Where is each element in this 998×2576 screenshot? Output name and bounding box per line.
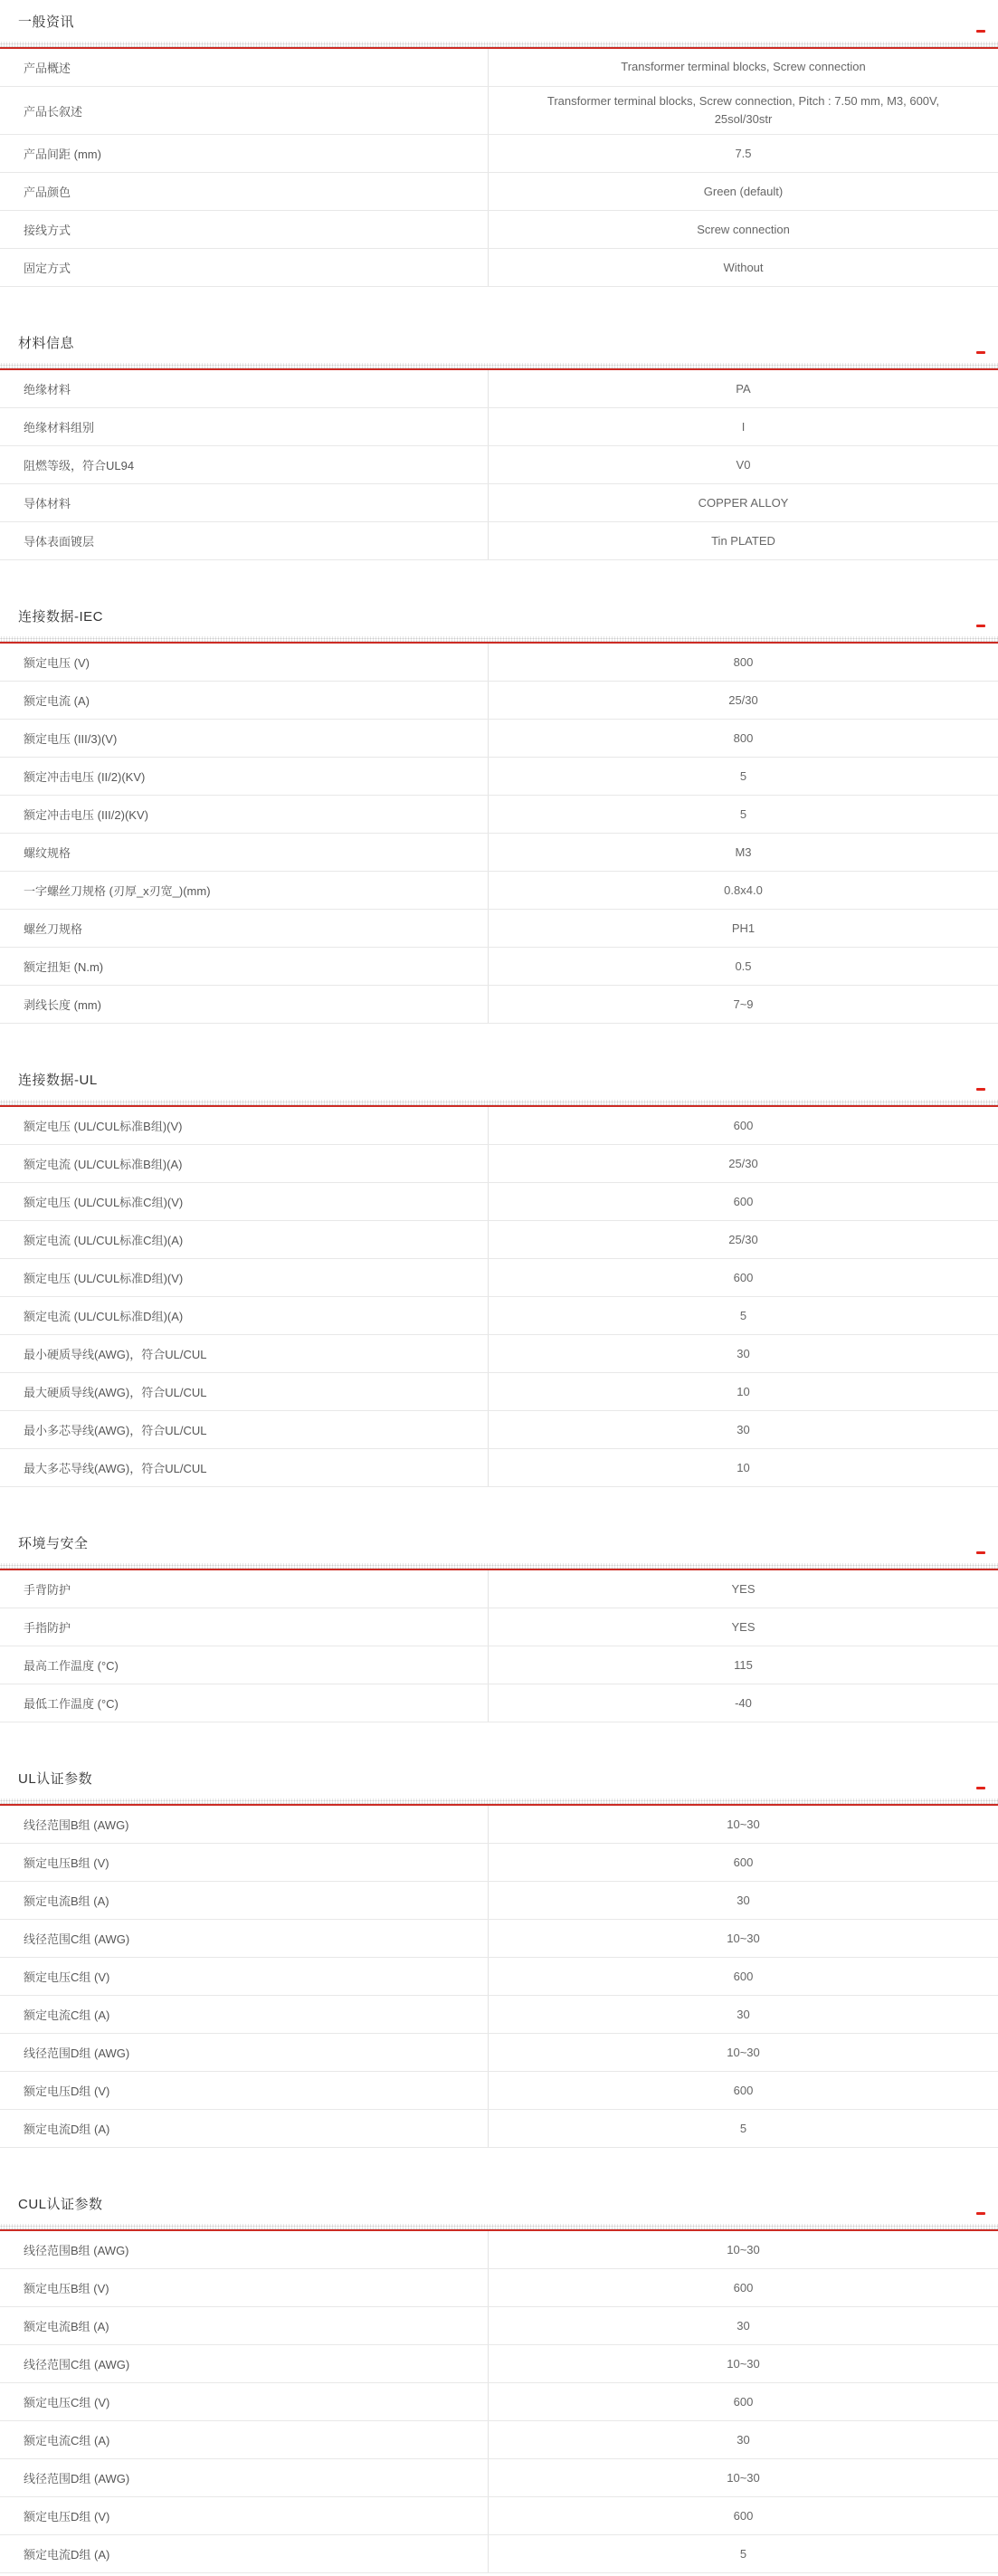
- row-label: 额定电流D组 (A): [0, 2535, 489, 2572]
- row-label: 额定电流 (UL/CUL标准D组)(A): [0, 1297, 489, 1334]
- minus-icon: [976, 1787, 985, 1789]
- section-header: [0, 1764, 998, 1798]
- spec-section-cul-certification-params: [0, 2190, 998, 2573]
- table-row: [0, 2345, 998, 2383]
- row-label: 额定电压C组 (V): [0, 1958, 489, 1995]
- row-label: 额定冲击电压 (III/2)(KV): [0, 796, 489, 833]
- row-label: 额定电流D组 (A): [0, 2110, 489, 2147]
- table-row: [0, 135, 998, 173]
- row-value: 5: [739, 2546, 747, 2561]
- table-row: [0, 834, 998, 872]
- table-row: [0, 2072, 998, 2110]
- table-row: [0, 249, 998, 287]
- row-value: 0.8x4.0: [724, 883, 763, 897]
- table-row: [0, 1608, 998, 1646]
- minus-icon: [976, 2212, 985, 2215]
- row-value: 600: [733, 1270, 754, 1284]
- row-label: 最大多芯导线(AWG)，符合UL/CUL: [0, 1449, 489, 1486]
- collapse-section-button[interactable]: [974, 2208, 988, 2218]
- section-title: 连接数据-IEC: [18, 609, 104, 625]
- row-value: 10~30: [727, 2356, 760, 2371]
- collapse-section-button[interactable]: [974, 25, 988, 36]
- row-label: 线径范围D组 (AWG): [0, 2034, 489, 2071]
- spec-section-connection-data-ul: [0, 1065, 998, 1487]
- table-row: [0, 2110, 998, 2148]
- table-row: [0, 872, 998, 910]
- row-value: I: [741, 419, 746, 434]
- section-header: [0, 329, 998, 363]
- row-label: 最大硬质导线(AWG)，符合UL/CUL: [0, 1373, 489, 1410]
- row-label: 额定电流B组 (A): [0, 2307, 489, 2344]
- collapse-section-button[interactable]: [974, 1782, 988, 1793]
- row-value: PA: [736, 381, 751, 396]
- table-row: [0, 1570, 998, 1608]
- row-label: 额定电流C组 (A): [0, 2421, 489, 2458]
- table-row: [0, 796, 998, 834]
- row-value: 30: [737, 1422, 750, 1436]
- table-row: [0, 2383, 998, 2421]
- table-row: [0, 720, 998, 758]
- row-label: 手背防护: [0, 1570, 489, 1608]
- table-row: [0, 948, 998, 986]
- row-value: Tin PLATED: [711, 533, 775, 548]
- minus-icon: [976, 30, 985, 33]
- spec-section-material-info: [0, 329, 998, 560]
- table-row: [0, 446, 998, 484]
- row-label: 额定电压B组 (V): [0, 1844, 489, 1881]
- row-value: Without: [723, 260, 764, 274]
- row-label: 产品长叙述: [0, 87, 489, 134]
- spec-table: [0, 2231, 998, 2573]
- row-value: Transformer terminal blocks, Screw connection, Pitch : 7.50 mm, M3, 600V, 25sol/30str: [547, 94, 940, 127]
- row-value: 30: [737, 2318, 750, 2333]
- row-value: 600: [733, 2083, 754, 2097]
- table-row: [0, 1920, 998, 1958]
- row-label: 额定电压C组 (V): [0, 2383, 489, 2420]
- row-label: 额定冲击电压 (II/2)(KV): [0, 758, 489, 795]
- row-label: 螺纹规格: [0, 834, 489, 871]
- row-value: Transformer terminal blocks, Screw connection: [621, 60, 866, 74]
- row-label: 产品间距 (mm): [0, 135, 489, 172]
- row-value: 30: [737, 1346, 750, 1360]
- spec-sections-container: [0, 7, 998, 2573]
- row-label: 手指防护: [0, 1608, 489, 1646]
- section-header: [0, 2190, 998, 2224]
- row-label: 额定电流C组 (A): [0, 1996, 489, 2033]
- spec-table: [0, 49, 998, 287]
- row-value: 30: [737, 1893, 750, 1907]
- row-value: 0.5: [735, 959, 752, 973]
- collapse-section-button[interactable]: [974, 620, 988, 631]
- table-row: [0, 408, 998, 446]
- row-label: 阻燃等级，符合UL94: [0, 446, 489, 483]
- row-value: 30: [737, 2007, 750, 2021]
- spec-table: [0, 370, 998, 560]
- row-label: 剥线长度 (mm): [0, 986, 489, 1023]
- spec-table: [0, 1107, 998, 1487]
- table-row: [0, 370, 998, 408]
- row-value: 10: [737, 1460, 750, 1474]
- row-value: 25/30: [728, 692, 758, 707]
- row-label: 最小多芯导线(AWG)，符合UL/CUL: [0, 1411, 489, 1448]
- row-value: 600: [733, 1969, 754, 1983]
- table-row: [0, 2307, 998, 2345]
- table-row: [0, 1107, 998, 1145]
- section-title: UL认证参数: [18, 1771, 93, 1788]
- section-header: [0, 1529, 998, 1563]
- row-value: 5: [739, 1308, 747, 1322]
- product-spec-page: [0, 7, 998, 2576]
- row-value: 600: [733, 1855, 754, 1869]
- row-label: 产品概述: [0, 49, 489, 86]
- row-label: 线径范围D组 (AWG): [0, 2459, 489, 2496]
- table-row: [0, 1844, 998, 1882]
- row-value: 10~30: [727, 2242, 760, 2256]
- section-title: CUL认证参数: [18, 2197, 103, 2213]
- section-title: 环境与安全: [18, 1536, 89, 1552]
- section-header: [0, 602, 998, 636]
- table-row: [0, 2497, 998, 2535]
- section-header: [0, 7, 998, 42]
- table-row: [0, 1996, 998, 2034]
- row-value: 800: [733, 730, 754, 745]
- row-label: 额定电流 (UL/CUL标准C组)(A): [0, 1221, 489, 1258]
- row-label: 额定电流 (A): [0, 682, 489, 719]
- row-label: 额定电压 (V): [0, 644, 489, 681]
- row-label: 产品颜色: [0, 173, 489, 210]
- table-row: [0, 1335, 998, 1373]
- row-value: Green (default): [703, 184, 784, 198]
- table-row: [0, 1882, 998, 1920]
- table-row: [0, 1221, 998, 1259]
- row-label: 螺丝刀规格: [0, 910, 489, 947]
- table-row: [0, 2421, 998, 2459]
- row-value: 10~30: [727, 1817, 760, 1831]
- collapse-section-button[interactable]: [974, 347, 988, 358]
- minus-icon: [976, 1551, 985, 1554]
- row-value: -40: [735, 1695, 752, 1710]
- row-label: 最高工作温度 (°C): [0, 1646, 489, 1684]
- section-header: [0, 1065, 998, 1100]
- row-value: 600: [733, 2280, 754, 2295]
- table-row: [0, 1684, 998, 1722]
- spec-table: [0, 644, 998, 1024]
- row-value: COPPER ALLOY: [698, 495, 789, 510]
- row-label: 额定扭矩 (N.m): [0, 948, 489, 985]
- spec-section-environment-safety: [0, 1529, 998, 1722]
- row-value: 10~30: [727, 2470, 760, 2485]
- table-row: [0, 1958, 998, 1996]
- row-label: 绝缘材料组别: [0, 408, 489, 445]
- row-value: V0: [736, 457, 751, 472]
- table-row: [0, 1646, 998, 1684]
- table-row: [0, 87, 998, 135]
- table-row: [0, 211, 998, 249]
- table-row: [0, 2535, 998, 2573]
- row-value: 600: [733, 1118, 754, 1132]
- table-row: [0, 2231, 998, 2269]
- table-row: [0, 1373, 998, 1411]
- row-label: 额定电压 (UL/CUL标准C组)(V): [0, 1183, 489, 1220]
- row-value: M3: [735, 844, 752, 859]
- row-label: 导体表面镀层: [0, 522, 489, 559]
- table-row: [0, 2269, 998, 2307]
- row-value: 5: [739, 768, 747, 783]
- table-row: [0, 986, 998, 1024]
- spec-table: [0, 1806, 998, 2148]
- row-value: 10: [737, 1384, 750, 1398]
- table-row: [0, 49, 998, 87]
- spec-section-general-info: [0, 7, 998, 287]
- row-label: 绝缘材料: [0, 370, 489, 407]
- row-label: 接线方式: [0, 211, 489, 248]
- table-row: [0, 2459, 998, 2497]
- row-value: YES: [731, 1619, 756, 1634]
- row-label: 固定方式: [0, 249, 489, 286]
- table-row: [0, 2034, 998, 2072]
- row-label: 线径范围C组 (AWG): [0, 1920, 489, 1957]
- row-label: 额定电压B组 (V): [0, 2269, 489, 2306]
- table-row: [0, 1449, 998, 1487]
- row-value: 600: [733, 1194, 754, 1208]
- table-row: [0, 173, 998, 211]
- row-value: 10~30: [727, 1931, 760, 1945]
- row-value: 600: [733, 2508, 754, 2523]
- table-row: [0, 1297, 998, 1335]
- row-label: 额定电压D组 (V): [0, 2497, 489, 2534]
- row-label: 额定电压 (III/3)(V): [0, 720, 489, 757]
- row-label: 额定电压 (UL/CUL标准D组)(V): [0, 1259, 489, 1296]
- collapse-section-button[interactable]: [974, 1547, 988, 1558]
- spec-section-connection-data-iec: [0, 602, 998, 1024]
- section-title: 一般资讯: [18, 14, 75, 30]
- row-value: YES: [731, 1581, 756, 1596]
- row-label: 线径范围C组 (AWG): [0, 2345, 489, 2382]
- row-label: 额定电流 (UL/CUL标准B组)(A): [0, 1145, 489, 1182]
- row-value: 5: [739, 2121, 747, 2135]
- minus-icon: [976, 351, 985, 354]
- row-label: 最低工作温度 (°C): [0, 1684, 489, 1722]
- row-value: 10~30: [727, 2045, 760, 2059]
- section-title: 材料信息: [18, 336, 75, 352]
- row-label: 额定电压D组 (V): [0, 2072, 489, 2109]
- minus-icon: [976, 1088, 985, 1091]
- row-value: 5: [739, 806, 747, 821]
- row-value: Screw connection: [697, 222, 790, 236]
- row-label: 额定电流B组 (A): [0, 1882, 489, 1919]
- table-row: [0, 1411, 998, 1449]
- table-row: [0, 1806, 998, 1844]
- row-label: 额定电压 (UL/CUL标准B组)(V): [0, 1107, 489, 1144]
- table-row: [0, 644, 998, 682]
- table-row: [0, 910, 998, 948]
- row-label: 最小硬质导线(AWG)，符合UL/CUL: [0, 1335, 489, 1372]
- row-value: 7~9: [733, 997, 754, 1011]
- table-row: [0, 682, 998, 720]
- table-row: [0, 1259, 998, 1297]
- table-row: [0, 522, 998, 560]
- section-title: 连接数据-UL: [18, 1073, 98, 1089]
- table-row: [0, 1145, 998, 1183]
- row-value: 30: [737, 2432, 750, 2447]
- row-label: 导体材料: [0, 484, 489, 521]
- minus-icon: [976, 625, 985, 627]
- row-value: 7.5: [735, 146, 752, 160]
- spec-table: [0, 1570, 998, 1722]
- table-row: [0, 1183, 998, 1221]
- row-value: 25/30: [728, 1232, 758, 1246]
- row-label: 一字螺丝刀规格 (刃厚_x刃宽_)(mm): [0, 872, 489, 909]
- collapse-section-button[interactable]: [974, 1083, 988, 1094]
- row-label: 线径范围B组 (AWG): [0, 1806, 489, 1843]
- table-row: [0, 484, 998, 522]
- table-row: [0, 758, 998, 796]
- row-value: 115: [734, 1657, 753, 1672]
- row-label: 线径范围B组 (AWG): [0, 2231, 489, 2268]
- row-value: 600: [733, 2394, 754, 2409]
- spec-section-ul-certification-params: [0, 1764, 998, 2148]
- row-value: 25/30: [728, 1156, 758, 1170]
- row-value: 800: [733, 654, 754, 669]
- row-value: PH1: [731, 921, 756, 935]
